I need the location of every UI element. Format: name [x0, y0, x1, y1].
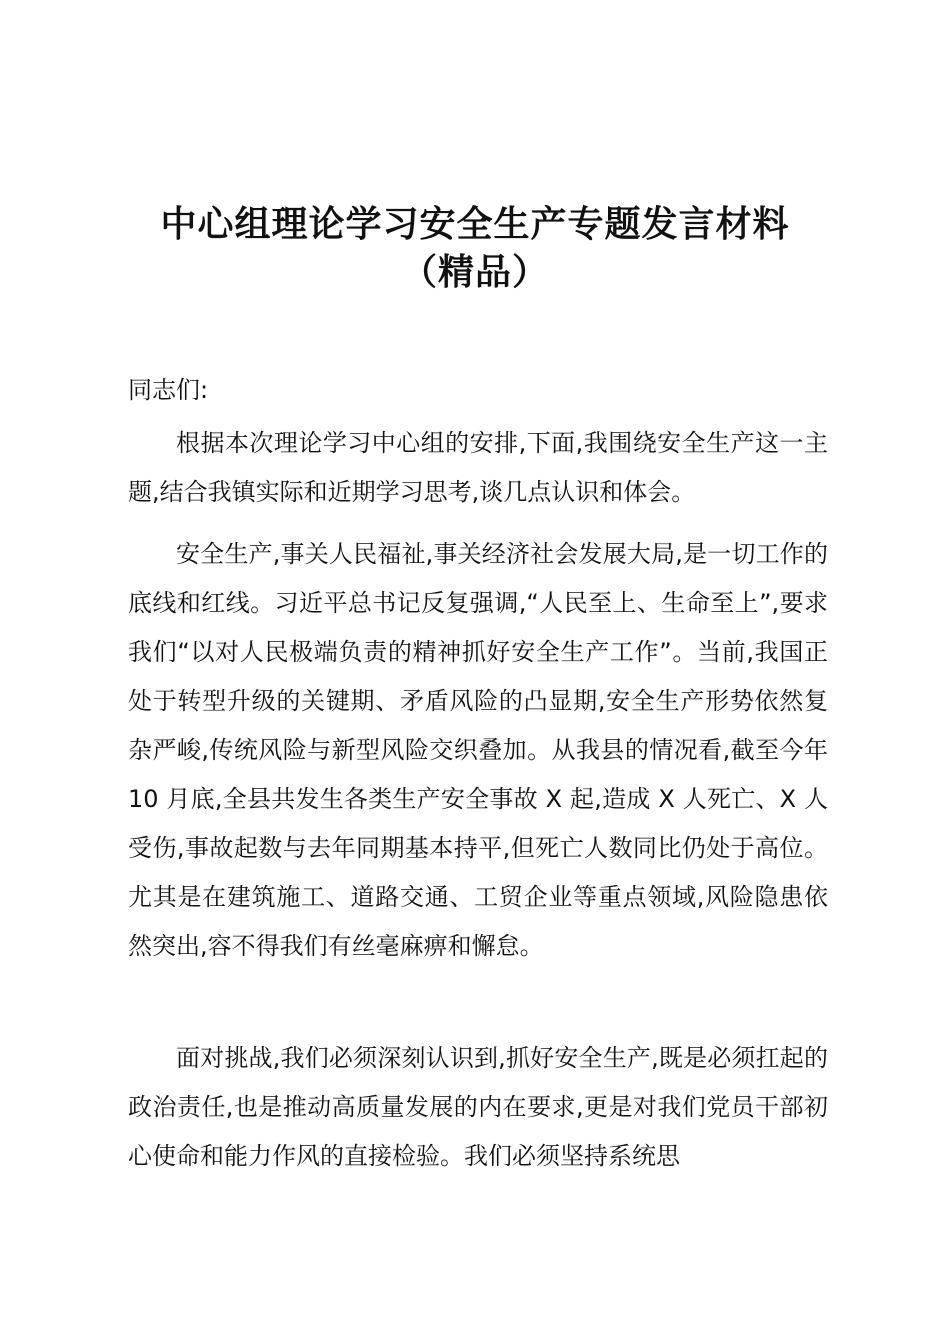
- paragraph-safety-situation: 安全生产,事关人民福祉,事关经济社会发展大局,是一切工作的底线和红线。习近平总书记反复强调,“人民至上、生命至上”,要求我们“以对人民极端负责的精神抓好安全生产工作”。当前,我国正处于转型升级的关键期、矛盾风险的凸显期,安全生产形势依然复杂严峻,传统风险与新型风险交织叠加。从我县的情况看,截至今年 10 月底,全县共发生各类生产安全事故 X 起,造成 X 人死亡、X 人受伤,事故起数与去年同期基本持平,但死亡人数同比仍处于高位。尤其是在建筑施工、道路交通、工贸企业等重点领域,风险隐患依然突出,容不得我们有丝毫麻痹和懈怠。: [128, 540, 828, 960]
- salutation: 同志们:: [128, 376, 209, 404]
- paragraph-responsibility: 面对挑战,我们必须深刻认识到,抓好安全生产,既是必须扛起的政治责任,也是推动高质量发展的内在要求,更是对我们党员干部初心使命和能力作风的直接检验。我们必须坚持系统思: [128, 1044, 828, 1170]
- paragraph-intro: 根据本次理论学习中心组的安排,下面,我围绕安全生产这一主题,结合我镇实际和近期学习思考,谈几点认识和体会。: [128, 429, 828, 506]
- document-title: 中心组理论学习安全生产专题发言材料: [160, 203, 790, 245]
- document-title-suffix: （精品）: [400, 251, 549, 293]
